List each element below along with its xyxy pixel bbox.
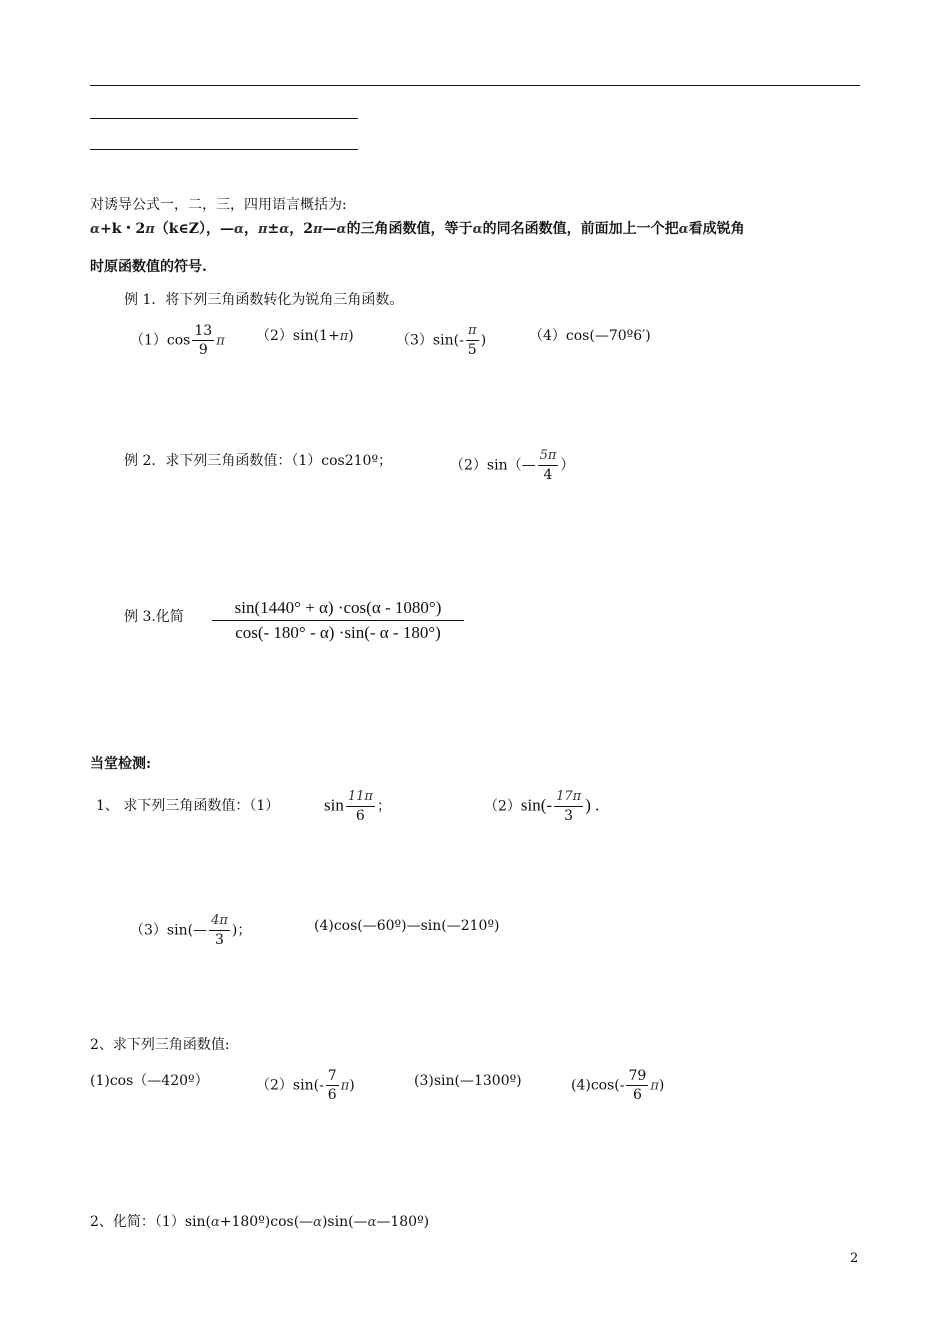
- minus-sign: -: [459, 332, 464, 349]
- blank-line-1: [90, 118, 358, 119]
- denominator: 6: [327, 1087, 337, 1103]
- minus-sign: -: [619, 1077, 625, 1094]
- text: 的三角函数值，等于: [346, 221, 473, 237]
- numerator: 4π: [211, 913, 228, 928]
- top-rule: [90, 85, 860, 86]
- fraction-bar: [212, 620, 464, 621]
- pi-symbol: π: [145, 222, 155, 237]
- text: ): [480, 332, 487, 349]
- example-1-part-2: [256, 327, 354, 346]
- example-1-part-3: [396, 322, 486, 359]
- text: ；: [376, 798, 391, 815]
- fraction: [192, 322, 214, 359]
- text: ) .: [585, 795, 600, 815]
- numerator: 17π: [556, 789, 582, 804]
- text: 的同名函数值，前面加上一个把: [482, 221, 679, 237]
- fraction: [326, 1067, 339, 1104]
- fraction: [626, 1067, 648, 1104]
- alpha-symbol: α: [234, 222, 245, 237]
- alpha-symbol: α: [210, 1215, 220, 1230]
- q3-line: [90, 1213, 429, 1232]
- example-2-part-2: [450, 447, 574, 484]
- check-q1-part-4: (4)cos(—60º)—sin(—210º): [314, 918, 500, 934]
- text: （1）cos: [130, 332, 191, 349]
- text: +k・2: [100, 221, 146, 237]
- check-q1-part-3: [130, 912, 251, 949]
- minus-sign: -: [319, 1077, 324, 1094]
- text: （2）sin（—: [450, 457, 536, 474]
- alpha-symbol: α: [678, 222, 689, 237]
- blank-line-2: [90, 149, 358, 150]
- sin-label: sin: [324, 795, 344, 815]
- fraction: [538, 447, 559, 484]
- text: —: [322, 221, 337, 237]
- text: （k∈Z），—: [154, 221, 234, 237]
- check-q1-label: 1、 求下列三角函数值：（1）: [96, 798, 280, 814]
- numerator: 13: [194, 323, 213, 339]
- text: )；: [231, 922, 252, 939]
- alpha-symbol: α: [472, 222, 483, 237]
- numerator: 5π: [539, 448, 557, 463]
- text: 2、化简：（1）sin(: [90, 1214, 211, 1230]
- example-3-fraction: [212, 598, 464, 643]
- numerator: sin(1440° + α) ·cos(α - 1080°): [234, 598, 442, 617]
- summary-line-2: 时原函数值的符号.: [90, 259, 207, 275]
- alpha-symbol: α: [313, 1215, 322, 1230]
- text: （3）sin(: [396, 332, 460, 349]
- text: )sin(—: [321, 1214, 368, 1230]
- numerator: 7: [327, 1068, 337, 1084]
- fraction: [209, 912, 230, 949]
- text: ): [658, 1077, 665, 1094]
- text: （2）sin(1+: [256, 328, 340, 344]
- example-1-part-1: [130, 322, 225, 359]
- denominator: 3: [564, 808, 574, 824]
- pi-symbol: π: [216, 333, 225, 349]
- alpha-symbol: α: [367, 1215, 377, 1230]
- q2-part-1: (1)cos（—420º）: [90, 1073, 209, 1089]
- fraction: [346, 788, 375, 825]
- pi-symbol: π: [339, 329, 349, 344]
- text: ，2: [289, 221, 314, 237]
- q2-part-2: [256, 1067, 355, 1104]
- text: （2）sin(: [256, 1077, 320, 1094]
- fraction: [466, 322, 479, 359]
- text: ±: [267, 221, 280, 237]
- denominator: 3: [215, 932, 224, 948]
- text: +180º)cos(—: [219, 1214, 314, 1230]
- pi-symbol: π: [340, 1078, 350, 1094]
- text: ）: [560, 457, 575, 474]
- text: 看成锐角: [688, 221, 745, 237]
- check-q1-part-1: [324, 788, 391, 825]
- q2-part-3: (3)sin(—1300º): [414, 1073, 522, 1089]
- numerator: 11π: [347, 789, 373, 804]
- text: （2）: [484, 798, 521, 815]
- numerator: 79: [628, 1068, 647, 1084]
- denominator: 4: [543, 467, 553, 483]
- text: ): [348, 328, 354, 344]
- check-heading: 当堂检测:: [90, 756, 152, 772]
- denominator: 6: [355, 808, 365, 824]
- example-2-title: 例 2．求下列三角函数值：（1）cos210º；: [124, 453, 393, 469]
- q2-part-4: [571, 1067, 664, 1104]
- alpha-symbol: α: [336, 222, 347, 237]
- denominator: 5: [467, 342, 477, 358]
- pi-symbol: π: [313, 222, 323, 237]
- alpha-symbol: α: [90, 222, 101, 237]
- denominator: 6: [632, 1087, 642, 1103]
- example-3-label: 例 3.化简: [124, 609, 184, 625]
- text: (4)cos(: [571, 1077, 620, 1094]
- fraction: [554, 788, 583, 825]
- denominator: 9: [198, 342, 208, 358]
- text: ): [349, 1077, 355, 1094]
- pi-symbol: π: [258, 222, 268, 237]
- example-1-title: 例 1．将下列三角函数转化为锐角三角函数。: [124, 292, 404, 308]
- q2-label: 2、求下列三角函数值:: [90, 1037, 230, 1053]
- text: ，: [244, 221, 259, 237]
- sin-label: sin(-: [520, 795, 553, 815]
- pi-symbol: π: [650, 1078, 659, 1094]
- alpha-symbol: α: [279, 222, 290, 237]
- text: —180º): [376, 1214, 430, 1230]
- summary-line-1: [90, 220, 745, 239]
- denominator: cos(- 180° - α) ·sin(- α - 180°): [235, 623, 441, 642]
- text: （3）sin(—: [130, 922, 208, 939]
- page-number: 2: [850, 1251, 859, 1266]
- summary-intro: 对诱导公式一，二，三，四用语言概括为:: [90, 197, 347, 213]
- check-q1-part-2: [484, 788, 599, 825]
- numerator: π: [467, 323, 477, 338]
- example-1-part-4: （4）cos(—70º6′): [529, 328, 651, 344]
